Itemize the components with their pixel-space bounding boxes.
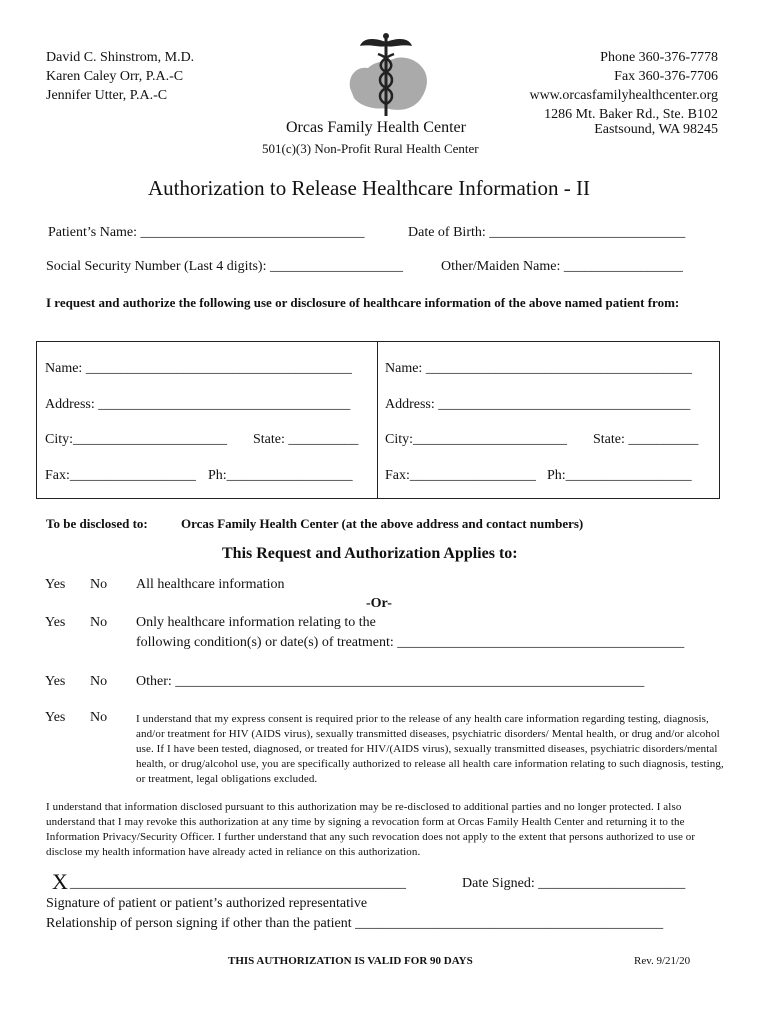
yes-option-consent[interactable]: Yes	[45, 710, 66, 725]
all-info-label: All healthcare information	[136, 577, 285, 592]
contact-block	[529, 48, 718, 124]
patient-name-field[interactable]: Patient’s Name: ________________________________	[48, 225, 365, 240]
website-link[interactable]: www.orcasfamilyhealthcenter.org	[529, 88, 718, 103]
from-right-name-field[interactable]: Name: ______________________________________	[385, 361, 692, 376]
condition-field[interactable]: following condition(s) or date(s) of treatment: _________________________________________	[136, 635, 685, 650]
from-left-address-field[interactable]: Address: ____________________________________	[45, 397, 351, 412]
signature-x-mark: X	[52, 869, 68, 894]
yes-option-condition[interactable]: Yes	[45, 615, 66, 630]
condition-label-line1: Only healthcare information relating to the	[136, 615, 376, 630]
no-option-consent[interactable]: No	[90, 710, 108, 725]
or-separator: -Or-	[366, 596, 392, 611]
center-name: Orcas Family Health Center	[286, 119, 466, 136]
fax: Fax 360-376-7706	[614, 69, 718, 84]
provider-3: Jennifer Utter, P.A.-C	[46, 88, 168, 103]
page-title: Authorization to Release Healthcare Information - II	[148, 176, 590, 200]
date-of-birth-field[interactable]: Date of Birth: ____________________________	[408, 225, 686, 240]
from-right-state-field[interactable]: State: __________	[593, 432, 699, 447]
from-left-city-field[interactable]: City:______________________	[45, 432, 228, 447]
applies-heading: This Request and Authorization Applies to:	[222, 545, 518, 562]
signature-line[interactable]: ________________________________________________	[70, 876, 406, 891]
signature-caption: Signature of patient or patient’s authorized representative	[46, 896, 368, 911]
city-state-zip: Eastsound, WA 98245	[594, 122, 718, 137]
provider-1: David C. Shinstrom, M.D.	[46, 50, 195, 65]
request-statement: I request and authorize the following use or disclosure of healthcare information of the above named patient from:	[46, 295, 680, 310]
ssn-field[interactable]: Social Security Number (Last 4 digits): ___________________	[46, 259, 403, 274]
provider-2: Karen Caley Orr, P.A.-C	[46, 69, 184, 84]
yes-option-all[interactable]: Yes	[45, 577, 66, 592]
from-left-state-field[interactable]: State: __________	[253, 432, 359, 447]
disclosed-to-label: To be disclosed to:	[46, 516, 148, 531]
street-address: 1286 Mt. Baker Rd., Ste. B102	[544, 107, 718, 122]
other-maiden-name-field[interactable]: Other/Maiden Name: _________________	[441, 259, 683, 274]
date-signed-field[interactable]: Date Signed: _____________________	[462, 876, 686, 891]
relationship-field[interactable]: Relationship of person signing if other than the patient ____________________________________________	[46, 916, 664, 931]
box-divider	[377, 341, 378, 499]
provider-list	[46, 48, 194, 105]
from-right-address-field[interactable]: Address: ____________________________________	[385, 397, 691, 412]
from-left-name-field[interactable]: Name: ______________________________________	[45, 361, 352, 376]
caduceus-logo-icon	[340, 30, 432, 120]
phone: Phone 360-376-7778	[600, 50, 718, 65]
no-option-other[interactable]: No	[90, 674, 108, 689]
consent-paragraph: I understand that my express consent is required prior to the release of any health care information regarding testing, diagnosis, and/or treatment for HIV (AIDS virus), sexually transmitted diseases, psychiatric disorders/ Mental health, or drug and/or alcohol use. If I have been tested, diagnosed, or treated for HIV/(AIDS virus), sexually transmitted diseases, psychiatric disorders/mental health, or drug/alcohol use, you are specifically authorized to release all health care information relating to such diagnosis, testing, or treatment, legal obligations excluded.	[136, 713, 724, 785]
from-right-phone-field[interactable]: Ph:__________________	[547, 468, 692, 483]
no-option-all[interactable]: No	[90, 577, 108, 592]
from-right-fax-field[interactable]: Fax:__________________	[385, 468, 536, 483]
other-field[interactable]: Other: ___________________________________________________________________	[136, 674, 645, 689]
from-left-phone-field[interactable]: Ph:__________________	[208, 468, 353, 483]
validity-notice: THIS AUTHORIZATION IS VALID FOR 90 DAYS	[228, 955, 473, 967]
nonprofit-line: 501(c)(3) Non-Profit Rural Health Center	[262, 141, 479, 156]
yes-option-other[interactable]: Yes	[45, 674, 66, 689]
no-option-condition[interactable]: No	[90, 615, 108, 630]
from-right-city-field[interactable]: City:______________________	[385, 432, 568, 447]
redisclosure-paragraph: I understand that information disclosed pursuant to this authorization may be re-disclosed to additional parties and no longer protected. I also understand that I may revoke this authorization at any time by signing a revocation form at Orcas Family Health Center and returning it to the Information Privacy/Security Officer. I further understand that any such revocation does not apply to the extent that persons authorized to use or disclose my health information have already acted in reliance on this authorization.	[46, 801, 696, 858]
from-left-fax-field[interactable]: Fax:__________________	[45, 468, 196, 483]
revision-date: Rev. 9/21/20	[634, 955, 691, 967]
disclosed-to-value: Orcas Family Health Center (at the above address and contact numbers)	[181, 516, 584, 531]
